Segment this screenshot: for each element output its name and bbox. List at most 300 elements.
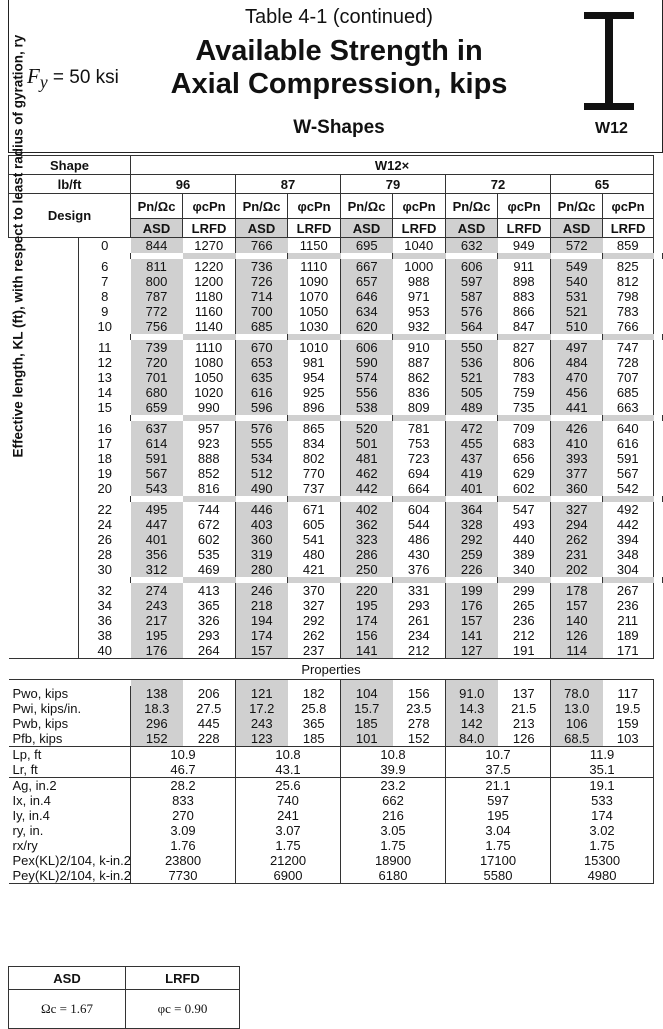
lrfd-cell: 1000	[393, 259, 446, 274]
lrfd-cell: 440	[498, 532, 551, 547]
pn-omega-header: Pn/Ωc	[446, 194, 498, 219]
lrfd-cell: 1030	[288, 319, 341, 334]
asd-cell: 572	[551, 238, 603, 254]
table-number: Table 4-1 (continued)	[245, 6, 433, 28]
lrfd-cell: 802	[288, 451, 341, 466]
lrfd-cell: 809	[393, 400, 446, 415]
property-value: 10.8	[236, 747, 341, 763]
lrfd-cell: 493	[498, 517, 551, 532]
asd-cell: 410	[551, 436, 603, 451]
property-value: 37.5	[446, 762, 551, 778]
lrfd-cell: 103	[603, 731, 654, 747]
property-value: 23.2	[341, 778, 446, 794]
lrfd-cell: 156	[393, 686, 446, 701]
asd-cell: 441	[551, 400, 603, 415]
lrfd-cell: 954	[288, 370, 341, 385]
lbft-label: lb/ft	[9, 175, 131, 194]
lrfd-cell: 171	[603, 643, 654, 659]
lrfd-cell: 469	[183, 562, 236, 577]
lrfd-header: LRFD	[183, 219, 236, 238]
lrfd-cell: 685	[603, 385, 654, 400]
lrfd-cell: 932	[393, 319, 446, 334]
lrfd-cell: 709	[498, 421, 551, 436]
asd-header: ASD	[341, 219, 393, 238]
lrfd-cell: 228	[183, 731, 236, 747]
lrfd-cell: 293	[393, 598, 446, 613]
phi-pn-header: φcPn	[603, 194, 654, 219]
kl-value: 19	[97, 466, 112, 481]
property-label: Pfb, kips	[9, 731, 131, 747]
omega-value: Ωc = 1.67	[9, 990, 126, 1029]
lrfd-header: LRFD	[393, 219, 446, 238]
kl-value: 34	[97, 598, 112, 613]
table-title	[149, 35, 529, 101]
lrfd-cell: 264	[183, 643, 236, 659]
lrfd-cell: 185	[288, 731, 341, 747]
property-value: 270	[131, 808, 236, 823]
asd-cell: 714	[236, 289, 288, 304]
lrfd-cell: 206	[183, 686, 236, 701]
lrfd-cell: 781	[393, 421, 446, 436]
design-label: Design	[9, 194, 131, 238]
asd-cell: 78.0	[551, 686, 603, 701]
effective-length-label: Effective length, KL (ft), with respect to least radius of gyration, ry	[9, 238, 79, 659]
lrfd-cell: 1040	[393, 238, 446, 254]
asd-cell: 695	[341, 238, 393, 254]
asd-cell: 362	[341, 517, 393, 532]
table-row	[9, 562, 663, 577]
lrfd-cell: 744	[183, 502, 236, 517]
i-beam-icon	[582, 12, 636, 110]
asd-cell: 220	[341, 583, 393, 598]
lrfd-cell: 1010	[288, 340, 341, 355]
pn-omega-header: Pn/Ωc	[131, 194, 183, 219]
asd-cell: 217	[131, 613, 183, 628]
lrfd-cell: 1020	[183, 385, 236, 400]
asd-cell: 106	[551, 716, 603, 731]
lrfd-cell: 798	[603, 289, 654, 304]
asd-cell: 787	[131, 289, 183, 304]
table-row	[9, 613, 663, 628]
phi-pn-header: φcPn	[288, 194, 341, 219]
lrfd-cell: 19.5	[603, 701, 654, 716]
asd-cell: 360	[551, 481, 603, 496]
asd-cell: 659	[131, 400, 183, 415]
asd-cell: 202	[551, 562, 603, 577]
asd-header: ASD	[551, 219, 603, 238]
lrfd-cell: 859	[603, 238, 654, 254]
lrfd-cell: 261	[393, 613, 446, 628]
lrfd-cell: 911	[498, 259, 551, 274]
asd-cell: 456	[551, 385, 603, 400]
property-value: 18900	[341, 853, 446, 868]
asd-cell: 280	[236, 562, 288, 577]
lrfd-cell: 827	[498, 340, 551, 355]
property-value: 10.7	[446, 747, 551, 763]
asd-cell: 127	[446, 643, 498, 659]
asd-cell: 772	[131, 304, 183, 319]
lrfd-header: LRFD	[603, 219, 654, 238]
asd-cell: 157	[551, 598, 603, 613]
asd-cell: 178	[551, 583, 603, 598]
asd-cell: 312	[131, 562, 183, 577]
properties-heading: Properties	[9, 659, 654, 680]
lrfd-cell: 21.5	[498, 701, 551, 716]
lrfd-cell: 348	[603, 547, 654, 562]
asd-cell: 800	[131, 274, 183, 289]
asd-cell: 243	[131, 598, 183, 613]
lrfd-cell: 1160	[183, 304, 236, 319]
asd-cell: 574	[341, 370, 393, 385]
asd-cell: 142	[446, 716, 498, 731]
property-label: Pwi, kips/in.	[9, 701, 131, 716]
asd-cell: 243	[236, 716, 288, 731]
lrfd-cell: 234	[393, 628, 446, 643]
pn-omega-header: Pn/Ωc	[341, 194, 393, 219]
asd-cell: 501	[341, 436, 393, 451]
asd-cell: 521	[551, 304, 603, 319]
lrfd-cell: 737	[288, 481, 341, 496]
table-row	[9, 502, 663, 517]
asd-cell: 262	[551, 532, 603, 547]
lrfd-cell: 299	[498, 583, 551, 598]
phi-pn-header: φcPn	[498, 194, 551, 219]
asd-cell: 360	[236, 532, 288, 547]
phi-value: φc = 0.90	[126, 990, 240, 1029]
table-row	[9, 793, 663, 808]
property-value: 833	[131, 793, 236, 808]
property-value: 3.07	[236, 823, 341, 838]
asd-cell: 157	[446, 613, 498, 628]
lrfd-cell: 865	[288, 421, 341, 436]
asd-cell: 462	[341, 466, 393, 481]
table-row	[9, 643, 663, 659]
lrfd-cell: 898	[498, 274, 551, 289]
kl-value: 6	[101, 259, 109, 274]
asd-cell: 393	[551, 451, 603, 466]
lrfd-cell: 862	[393, 370, 446, 385]
lrfd-cell: 663	[603, 400, 654, 415]
lrfd-cell: 723	[393, 451, 446, 466]
asd-cell: 446	[236, 502, 288, 517]
asd-cell: 606	[341, 340, 393, 355]
lrfd-cell: 957	[183, 421, 236, 436]
property-label: Lp, ft	[9, 747, 131, 763]
asd-cell: 185	[341, 716, 393, 731]
asd-cell: 259	[446, 547, 498, 562]
lrfd-cell: 126	[498, 731, 551, 747]
kl-value: 18	[97, 451, 112, 466]
asd-cell: 685	[236, 319, 288, 334]
asd-cell: 250	[341, 562, 393, 577]
lrfd-cell: 376	[393, 562, 446, 577]
lrfd-cell: 783	[498, 370, 551, 385]
asd-cell: 481	[341, 451, 393, 466]
kl-value: 30	[97, 562, 112, 577]
asd-cell: 141	[446, 628, 498, 643]
asd-cell: 174	[236, 628, 288, 643]
lrfd-cell: 213	[498, 716, 551, 731]
table-row	[9, 598, 663, 613]
asd-cell: 739	[131, 340, 183, 355]
property-value: 1.75	[341, 838, 446, 853]
property-value: 216	[341, 808, 446, 823]
asd-cell: 564	[446, 319, 498, 334]
asd-cell: 576	[236, 421, 288, 436]
table-row	[9, 274, 663, 289]
lrfd-cell: 602	[183, 532, 236, 547]
lrfd-cell: 191	[498, 643, 551, 659]
lrfd-cell: 262	[288, 628, 341, 643]
phi-pn-header: φcPn	[183, 194, 236, 219]
lrfd-cell: 770	[288, 466, 341, 481]
asd-header: ASD	[236, 219, 288, 238]
lrfd-label: LRFD	[126, 967, 240, 990]
lrfd-cell: 304	[603, 562, 654, 577]
table-row	[9, 340, 663, 355]
lrfd-cell: 27.5	[183, 701, 236, 716]
property-value: 35.1	[551, 762, 654, 778]
asd-cell: 495	[131, 502, 183, 517]
lrfd-cell: 753	[393, 436, 446, 451]
asd-cell: 323	[341, 532, 393, 547]
property-value: 15300	[551, 853, 654, 868]
table-row	[9, 547, 663, 562]
lrfd-cell: 1180	[183, 289, 236, 304]
table-row	[9, 238, 663, 254]
title-line-a: Available Strength in	[195, 35, 483, 67]
lrfd-cell: 189	[603, 628, 654, 643]
lrfd-cell: 544	[393, 517, 446, 532]
asd-cell: 657	[341, 274, 393, 289]
property-value: 25.6	[236, 778, 341, 794]
asd-cell: 419	[446, 466, 498, 481]
property-value: 174	[551, 808, 654, 823]
pn-omega-header: Pn/Ωc	[551, 194, 603, 219]
asd-cell: 402	[341, 502, 393, 517]
asd-cell: 17.2	[236, 701, 288, 716]
asd-cell: 670	[236, 340, 288, 355]
property-value: 21200	[236, 853, 341, 868]
table-row	[9, 628, 663, 643]
property-value: 21.1	[446, 778, 551, 794]
asd-cell: 437	[446, 451, 498, 466]
property-value: 1.75	[236, 838, 341, 853]
table-row	[9, 319, 663, 334]
property-value: 6900	[236, 868, 341, 884]
property-value: 19.1	[551, 778, 654, 794]
lrfd-cell: 847	[498, 319, 551, 334]
asd-cell: 68.5	[551, 731, 603, 747]
lrfd-cell: 866	[498, 304, 551, 319]
lrfd-cell: 331	[393, 583, 446, 598]
lrfd-cell: 812	[603, 274, 654, 289]
asd-cell: 472	[446, 421, 498, 436]
property-label: Ag, in.2	[9, 778, 131, 794]
table-row	[9, 385, 663, 400]
asd-cell: 606	[446, 259, 498, 274]
property-label: Pwo, kips	[9, 686, 131, 701]
asd-cell: 156	[341, 628, 393, 643]
table-row	[9, 716, 663, 731]
lrfd-cell: 394	[603, 532, 654, 547]
asd-cell: 14.3	[446, 701, 498, 716]
asd-cell: 246	[236, 583, 288, 598]
lrfd-cell: 949	[498, 238, 551, 254]
asd-cell: 484	[551, 355, 603, 370]
table-header	[8, 0, 663, 153]
lrfd-cell: 816	[183, 481, 236, 496]
shape-value: W12×	[131, 156, 654, 175]
lrfd-cell: 445	[183, 716, 236, 731]
lrfd-header: LRFD	[288, 219, 341, 238]
asd-cell: 140	[551, 613, 603, 628]
table-row	[9, 421, 663, 436]
asd-cell: 470	[551, 370, 603, 385]
asd-cell: 576	[446, 304, 498, 319]
lrfd-cell: 442	[603, 517, 654, 532]
asd-cell: 587	[446, 289, 498, 304]
lrfd-cell: 1070	[288, 289, 341, 304]
asd-cell: 520	[341, 421, 393, 436]
asd-cell: 194	[236, 613, 288, 628]
lrfd-cell: 480	[288, 547, 341, 562]
table-row	[9, 532, 663, 547]
table-row	[9, 304, 663, 319]
asd-header: ASD	[131, 219, 183, 238]
lrfd-cell: 825	[603, 259, 654, 274]
weight-header: 87	[236, 175, 341, 194]
table-row	[9, 400, 663, 415]
asd-cell: 123	[236, 731, 288, 747]
table-row	[9, 808, 663, 823]
lrfd-cell: 604	[393, 502, 446, 517]
lrfd-cell: 602	[498, 481, 551, 496]
lrfd-cell: 1140	[183, 319, 236, 334]
kl-value: 8	[101, 289, 109, 304]
table-row	[9, 289, 663, 304]
asd-cell: 84.0	[446, 731, 498, 747]
asd-cell: 555	[236, 436, 288, 451]
lrfd-cell: 728	[603, 355, 654, 370]
asd-cell: 274	[131, 583, 183, 598]
asd-cell: 505	[446, 385, 498, 400]
asd-cell: 700	[236, 304, 288, 319]
asd-cell: 226	[446, 562, 498, 577]
property-value: 3.04	[446, 823, 551, 838]
kl-value: 17	[97, 436, 112, 451]
table-row	[9, 701, 663, 716]
property-value: 10.9	[131, 747, 236, 763]
asd-cell: 620	[341, 319, 393, 334]
lrfd-cell: 656	[498, 451, 551, 466]
lrfd-cell: 542	[603, 481, 654, 496]
lrfd-cell: 267	[603, 583, 654, 598]
table-row	[9, 823, 663, 838]
property-value: 241	[236, 808, 341, 823]
asd-cell: 536	[446, 355, 498, 370]
lrfd-cell: 707	[603, 370, 654, 385]
asd-cell: 549	[551, 259, 603, 274]
asd-cell: 294	[551, 517, 603, 532]
lrfd-cell: 159	[603, 716, 654, 731]
property-label: Pex(KL)2/104, k-in.2	[9, 853, 131, 868]
asd-cell: 442	[341, 481, 393, 496]
asd-cell: 567	[131, 466, 183, 481]
lrfd-cell: 683	[498, 436, 551, 451]
lrfd-cell: 747	[603, 340, 654, 355]
asd-cell: 401	[446, 481, 498, 496]
asd-cell: 521	[446, 370, 498, 385]
asd-cell: 637	[131, 421, 183, 436]
yield-strength: $F_y = 50$ ksi	[27, 64, 119, 93]
property-label: Ix, in.4	[9, 793, 131, 808]
table-row	[9, 451, 663, 466]
kl-value: 28	[97, 547, 112, 562]
table-row	[9, 355, 663, 370]
lrfd-cell: 547	[498, 502, 551, 517]
lrfd-cell: 265	[498, 598, 551, 613]
asd-cell: 121	[236, 686, 288, 701]
property-value: 28.2	[131, 778, 236, 794]
asd-label: ASD	[9, 967, 126, 990]
property-value: 195	[446, 808, 551, 823]
table-row	[9, 517, 663, 532]
asd-cell: 590	[341, 355, 393, 370]
kl-value: 11	[98, 340, 112, 355]
asd-cell: 377	[551, 466, 603, 481]
table-row	[9, 370, 663, 385]
asd-cell: 543	[131, 481, 183, 496]
lrfd-cell: 1220	[183, 259, 236, 274]
property-value: 10.8	[341, 747, 446, 763]
asd-cell: 497	[551, 340, 603, 355]
asd-cell: 218	[236, 598, 288, 613]
property-label: Iy, in.4	[9, 808, 131, 823]
asd-cell: 653	[236, 355, 288, 370]
asd-cell: 292	[446, 532, 498, 547]
table-row	[9, 838, 663, 853]
asd-cell: 152	[131, 731, 183, 747]
asd-cell: 364	[446, 502, 498, 517]
weight-header: 79	[341, 175, 446, 194]
title-line-b: Axial Compression, kips	[170, 68, 508, 100]
property-value: 17100	[446, 853, 551, 868]
asd-cell: 195	[341, 598, 393, 613]
asd-cell: 327	[551, 502, 603, 517]
asd-cell: 114	[551, 643, 603, 659]
asd-cell: 176	[446, 598, 498, 613]
lrfd-cell: 896	[288, 400, 341, 415]
lrfd-cell: 535	[183, 547, 236, 562]
lrfd-cell: 486	[393, 532, 446, 547]
lrfd-cell: 430	[393, 547, 446, 562]
asd-cell: 141	[341, 643, 393, 659]
asd-cell: 401	[131, 532, 183, 547]
property-label: Pey(KL)2/104, k-in.2	[9, 868, 131, 884]
asd-cell: 510	[551, 319, 603, 334]
lrfd-cell: 988	[393, 274, 446, 289]
lrfd-cell: 1200	[183, 274, 236, 289]
asd-cell: 512	[236, 466, 288, 481]
table-row	[9, 466, 663, 481]
weight-header: 96	[131, 175, 236, 194]
asd-cell: 426	[551, 421, 603, 436]
table-row	[9, 259, 663, 274]
kl-value: 32	[97, 583, 112, 598]
property-label: Pwb, kips	[9, 716, 131, 731]
asd-cell: 680	[131, 385, 183, 400]
